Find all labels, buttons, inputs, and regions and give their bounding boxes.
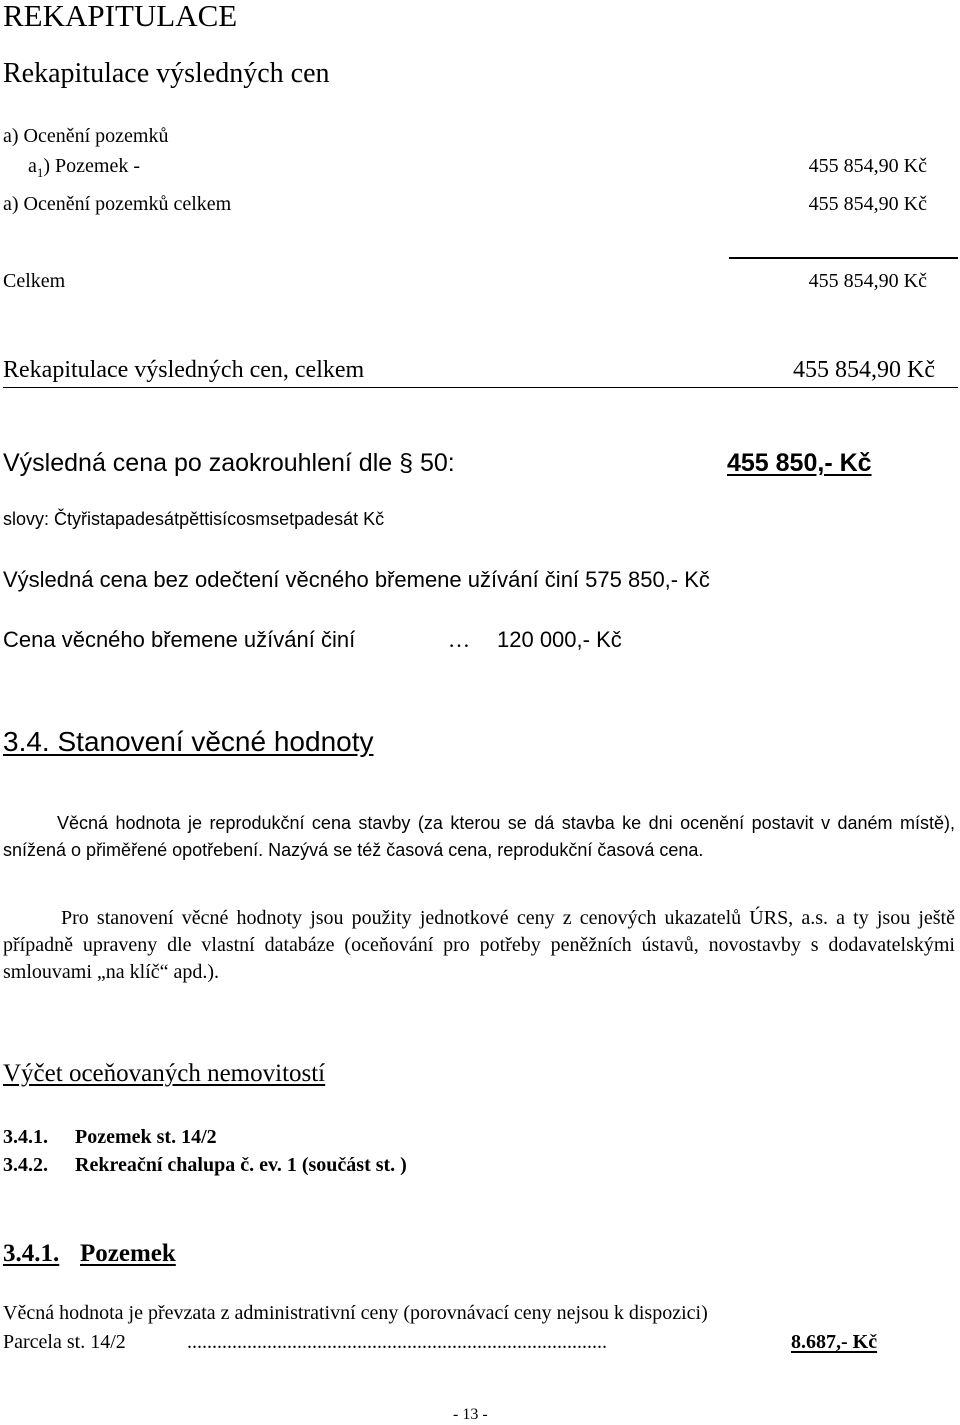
para2-text: Pro stanovení věcné hodnoty jsou použity jednotkové ceny z cenových ukazatelů ÚRS, a.s. a ty jsou ještě případně upraveny dle vlastní databáze (oceňování pro potřeby peněžních ústavů, novostavby s dodavatelskými smlouvami „na klíč“ apd.). — [3, 907, 955, 983]
document-title: REKAPITULACE — [3, 0, 238, 33]
pozemek-item-prefix: a — [28, 155, 37, 177]
celkem-value: 455 854,90 Kč — [808, 270, 927, 292]
page-number: - 13 - — [453, 1406, 488, 1423]
price-in-words: slovy: Čtyřistapadesátpěttisícosmsetpadesát Kč — [3, 509, 385, 529]
recap-total-rule — [3, 387, 958, 388]
recap-total-label: Rekapitulace výsledných cen, celkem — [3, 357, 365, 383]
list-item-label: Rekreační chalupa č. ev. 1 (součást st. ) — [75, 1154, 407, 1176]
section-a-total-value: 455 854,90 Kč — [808, 193, 927, 215]
section-3-4-para2 — [3, 905, 955, 986]
section-3-4-1-label: Pozemek — [80, 1240, 176, 1267]
rounded-price-value: 455 850,- Kč — [727, 449, 872, 477]
parcel-label: Parcela st. 14/2 — [3, 1331, 126, 1353]
rounded-price-label: Výsledná cena po zaokrouhlení dle § 50: — [3, 449, 455, 477]
section-3-4-para1 — [3, 810, 955, 864]
burden-price-label: Cena věcného břemene užívání činí — [3, 627, 356, 652]
burden-dots: … — [448, 627, 470, 652]
parcel-leader-dots: .................................................................................... — [187, 1331, 607, 1353]
parcel-value: 8.687,- Kč — [791, 1331, 878, 1353]
list-item-num: 3.4.2. — [3, 1154, 48, 1176]
admin-price-note: Věcná hodnota je převzata z administrativní ceny (porovnávací ceny nejsou k dispozici) — [3, 1302, 708, 1324]
list-item-label: Pozemek st. 14/2 — [75, 1126, 217, 1148]
pozemek-item-label — [28, 155, 140, 181]
price-without-burden: Výsledná cena bez odečtení věcného břemene užívání činí 575 850,- Kč — [3, 567, 710, 592]
list-heading: Výčet oceňovaných nemovitostí — [3, 1060, 326, 1087]
recap-subtitle: Rekapitulace výsledných cen — [3, 58, 330, 89]
sum-rule — [729, 257, 958, 259]
section-a-total-label: a) Ocenění pozemků celkem — [3, 193, 232, 215]
celkem-label: Celkem — [3, 270, 66, 292]
burden-price-value: 120 000,- Kč — [497, 627, 622, 652]
section-3-4-1-num: 3.4.1. — [3, 1240, 60, 1267]
section-a-heading: a) Ocenění pozemků — [3, 125, 169, 147]
list-item-num: 3.4.1. — [3, 1126, 48, 1148]
pozemek-item-rest: ) Pozemek - — [43, 155, 141, 177]
pozemek-item-value: 455 854,90 Kč — [808, 155, 927, 177]
recap-total-value: 455 854,90 Kč — [793, 357, 935, 383]
section-3-4-heading: 3.4. Stanovení věcné hodnoty — [3, 726, 374, 757]
pozemek-item-sub: 1 — [36, 165, 44, 180]
para1-text: Věcná hodnota je reprodukční cena stavby (za kterou se dá stavba ke dni ocenění postavit v daném místě), snížená o přiměřené opotřebení. Nazývá se též časová cena, reprodukční časová cena. — [3, 813, 955, 860]
